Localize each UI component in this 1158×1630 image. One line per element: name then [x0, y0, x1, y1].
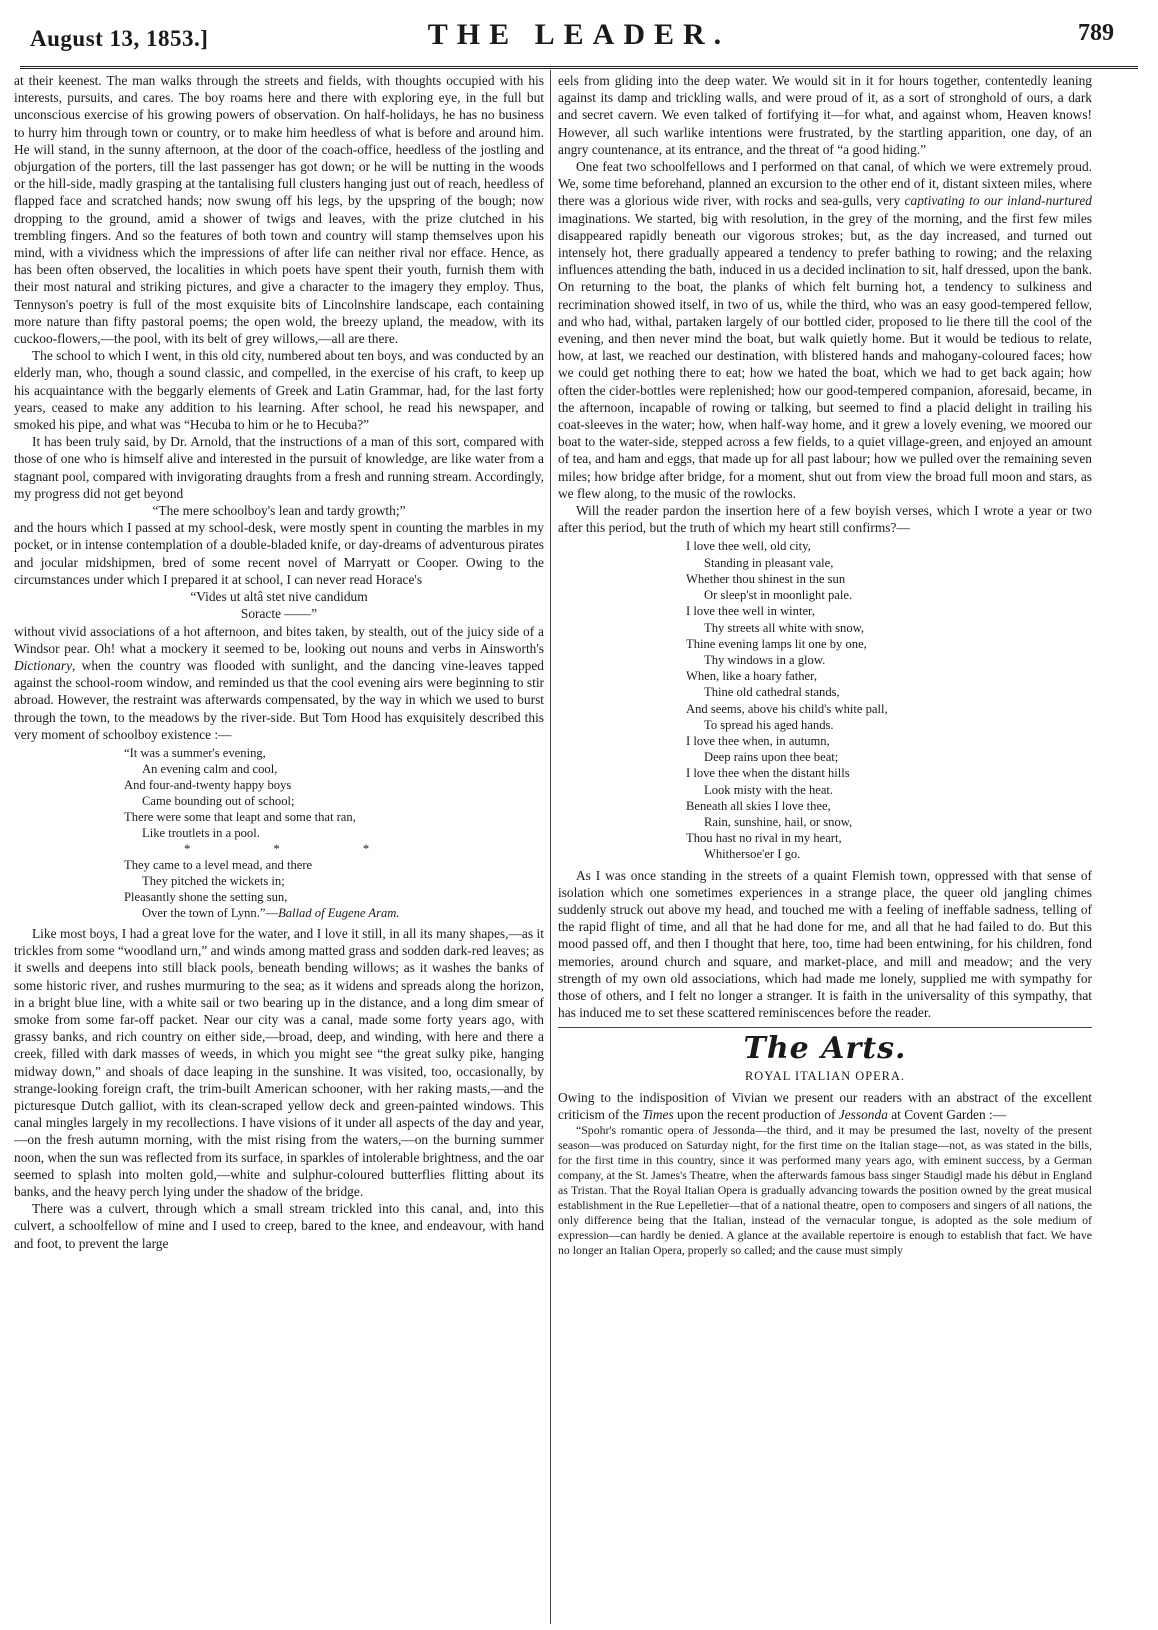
right-paragraph-2 — [558, 158, 1092, 502]
poem-line: Thou hast no rival in my heart, — [686, 831, 842, 846]
arts-intro — [558, 1089, 1092, 1123]
emphasis-times: Times — [642, 1106, 674, 1122]
poem-line: Deep rains upon thee beat; — [704, 750, 839, 765]
poem-line: Beneath all skies I love thee, — [686, 798, 831, 813]
poem-citation: Ballad of Eugene Aram. — [278, 905, 400, 920]
column-divider — [550, 70, 551, 1624]
right-paragraph-1: eels from gliding into the deep water. We would sit in it for hours together, contentedly leaning against its damp and trickling walls, and were proud of it, as a sort of stronghold of ours, a dark and secret cavern. We even talked of fortifying it—for what, and against whom, Heaven knows! However, all such warlike intentions were frustrated, by the startling apparition, one day, of an angry countenance, at its entrance, and the threat of “a good hiding.” — [558, 73, 1092, 157]
left-paragraph-5 — [14, 623, 544, 743]
page-header — [0, 0, 1158, 70]
right-column — [558, 72, 1092, 1624]
poem-line: I love thee when, in autumn, — [686, 733, 830, 748]
left-paragraph-1: at their keenest. The man walks through the streets and fields, with thoughts occupied with his interests, pursuits, and cares. The boy roams here and there with exploring eye, in the full but unconscious exercise of his growing powers of observation. On half-holidays, he has no business to hurry him through town or country, or to make him heedless of what is before and around him. He will stand, in the sunny afternoon, at the door of the coach-office, heedless of the jostling and objurgation of the porters, till the last passenger has got down; or he will be nutting in the woods or the hill-side, madly grasping at the tantalising full clusters hanging just out of reach, heedless of flapped face and scratched hands; now swung off his legs, by the upspring of the bough; now dropping to the ground, amid a shower of twigs and leaves, with the prize clutched in his trembling fingers. And so the features of both town and country will stamp themselves upon his mind, with a vividness which the impressions of after life can neither rival nor efface. Hence, as has been often observed, the localities in which poets have spent their youth, furnish them with their most natural and striking pictures, and give a character to the imagery they employ. Thus, Tennyson's poetry is full of the most exquisite bits of Lincolnshire landscape, each containing more nature than fifty pastoral poems; the open wold, the breezy upland, the meadow, with its cuckoo-flowers,—the pool, with its belt of grey willows,—all are there. — [14, 73, 544, 347]
text-span: Owing to the indisposition of Vivian we present our readers with an abstract of the excellent criticism of the — [558, 1089, 1092, 1122]
poem-asterisks: * * * — [184, 841, 410, 856]
left-paragraph-6: Like most boys, I had a great love for the water, and I love it still, in all its many shapes,—as it trickles from some “woodland urn,” and winds among matted grass and sodden dark-red leaves; as it swells and deepens into still black pools, beneath bending willows; as it washes the banks of some historic river, and rushes murmuring to the sea; as it widens and spreads along the horizon, in a bright blue line, with a white sail or two bearing up in the distance, and a long dim smear of smoke from some far-off packet. Near our city was a canal, made some forty years ago, with grassy banks, and rich country on either side,—broad, deep, and winding, with here and there a creek, filled with dark masses of weeds, in which you might see “the great sulky pike, hanging midway down,” and shoals of dace leaping in the sunshine. It was visited, too, occasionally, by strange-looking foreign craft, the trim-built American schooner, with her raking masts,—and the picturesque Dutch galliot, with its clean-scraped yellow deck and green-painted windows. This canal mingles largely in my recollections. I have visions of it under all aspects of the day and year,—on the fresh autumn morning, with the mist rising from the waters,—on the burning summer noon, when the sun was reflected from its surface, in sparkles of intolerable brightness, and the oar seemed to splash into molten gold,—white and sulphur-coloured butterflies flitting about its banks, and the heavy perch lying under the shadow of the bridge. — [14, 925, 544, 1199]
poem-line: Thy streets all white with snow, — [704, 620, 865, 635]
issue-date: August 13, 1853.] — [30, 26, 209, 51]
poem-line: Whithersoe'er I go. — [704, 847, 801, 862]
header-rule — [20, 66, 1138, 69]
poem-line: Like troutlets in a pool. — [142, 825, 260, 840]
poem-line: Or sleep'st in moonlight pale. — [704, 588, 853, 603]
poem-line: “It was a summer's evening, — [124, 745, 266, 760]
emphasis-jessonda: Jessonda — [838, 1106, 888, 1122]
quote-horace-2: Soracte ——” — [240, 606, 318, 622]
poem-line: Came bounding out of school; — [142, 793, 295, 808]
left-paragraph-4: and the hours which I passed at my school-desk, were mostly spent in counting the marbles in my pocket, or in intense contemplation of a double-bladed knife, or day-dreams of adventurous pirates and jocular midshipmen, bred of some recent novel of Marryatt or Cooper. Owing to the circumstances under which I prepared it at school, I can never read Horace's — [14, 520, 544, 587]
poem-line: They pitched the wickets in; — [142, 873, 285, 888]
poem-line: They came to a level mead, and there — [124, 857, 313, 872]
arts-quote: “Spohr's romantic opera of Jessonda—the third, and it may be presumed the last, novelty of the present season—was produced on Saturday night, for the first time on the Italian stage—not, as was stated in the bills, for the first time in this country, since it was performed many years ago, with eminent success, by a German company, at the St. James's Theatre, when the afterwards famous bass singer Staudigl made his début in England as Tristan. That the Royal Italian Opera is gradually advancing towards the position owned by the great musical establishment in the Rue Lepelletier—that of a national theatre, open to composers and singers of all nations, the only difference being that the Italian, instead of the vernacular tongue, is adopted as the sole medium of expression—can hardly be denied. A glance at the available repertoire is enough to establish that fact. We have no longer an Italian Opera, properly so called; and the cause must simply — [558, 1123, 1092, 1258]
poem-line: When, like a hoary father, — [686, 669, 817, 684]
poem-line: Standing in pleasant vale, — [704, 555, 834, 570]
poem-text: Over the town of Lynn.”— — [142, 905, 279, 920]
quote-horace-1: “Vides ut altâ stet nive candidum — [190, 589, 368, 605]
right-paragraph-4: As I was once standing in the streets of a quaint Flemish town, oppressed with that sense of isolation which one sometimes experiences in a strange place, the queer old jangling chimes suddenly struck out above my head, and touched me with a feeling of ineffable sadness, telling of the rapid flight of time, and all that he had done for me, and all that he had failed to do. But this mood passed off, and then I thought that here, too, time had been entwining, for his children, fond memories, around church and square, and market-place, and mill and meadow; and the very strength of my own old associations, which had made me lonely, supplied me with sympathy for those of others, and I felt no longer a stranger. It is faith in the universality of this sympathy, that has induced me to set these scattered reminiscences before the reader. — [558, 867, 1092, 1021]
poem-line: Look misty with the heat. — [704, 782, 834, 797]
poem-line: Thine old cathedral stands, — [704, 685, 840, 700]
quote-schoolboy: “The mere schoolboy's lean and tardy growth;” — [152, 503, 406, 519]
hood-poem — [124, 745, 544, 921]
poem-line: Thine evening lamps lit one by one, — [686, 636, 867, 651]
text-span: at Covent Garden :— — [887, 1106, 1007, 1122]
section-subtitle: ROYAL ITALIAN OPERA. — [745, 1068, 905, 1083]
poem-line: And seems, above his child's white pall, — [686, 701, 888, 716]
poem-line: Pleasantly shone the setting sun, — [124, 889, 288, 904]
left-paragraph-2: The school to which I went, in this old city, numbered about ten boys, and was conducted by an elderly man, who, though a sound classic, and compelled, in the exercise of his craft, to keep up his acquaintance with the beggarly elements of Greek and Latin Grammar, had, for the last forty years, ceased to make any addition to his learning. After school, he read his newspaper, and smoked his pipe, and what was “Hecuba to him or he to Hecuba?” — [14, 348, 544, 433]
text-span: upon the recent production of — [673, 1106, 839, 1122]
poem-line: I love thee when the distant hills — [686, 766, 850, 781]
poem-line: An evening calm and cool, — [142, 761, 278, 776]
poem-line: Thy windows in a glow. — [704, 652, 826, 667]
emphasis-text: captivating to our inland-nurtured — [904, 193, 1092, 209]
text-span: One feat two schoolfellows and I performed on that canal, of which we were extremely proud. We, some time beforehand, planned an excursion to the other end of it, distant sixteen miles, where there was a glorious wide river, with rocks and sea-gulls, very — [558, 159, 1092, 209]
left-column — [14, 72, 544, 1624]
text-span: without vivid associations of a hot afternoon, and bites taken, by stealth, out of the juicy side of a Windsor pear. Oh! what a mockery it seemed to be, looking out nouns and verbs in Ainsworth's — [14, 623, 544, 656]
poem-line: I love thee well in winter, — [686, 604, 815, 619]
newspaper-title: THE LEADER. — [427, 18, 731, 51]
left-paragraph-3: It has been truly said, by Dr. Arnold, that the instructions of a man of this sort, compared with those of one who is himself alive and interested in the pursuit of knowledge, are like water from a stagnant pool, compared with invigorating draughts from a fresh and running stream. Accordingly, my progress did not get beyond — [14, 434, 544, 501]
text-span: imaginations. We started, big with resolution, in the grey of the morning, and the first few miles disappeared rapidly beneath our vigorous strokes; but, as the day increased, and turned out intensely hot, there gradually appeared a tendency to prefer bathing to rowing; and the relaxing influences attending the bath, induced in us a decided inclination to sit, half dressed, upon the bank. On returning to the boat, the planks of which felt burning hot, a tendency to sulkiness and recrimination showed itself, in two of us, while the third, who was an easy good-tempered fellow, and who had, withal, partaken largely of our bottled cider, proposed to lie there till the cool of the evening, and then never mind the boat, but walk quietly home. But it would be tedious to relate, how, at last, we reached our destination, with blistered hands and mahogany-coloured faces; how we could get nothing there to eat; how we hated the boat, which we had to get back again; how often the cider-bottles were replenished; how our good-tempered companion, aforesaid, became, in the afternoon, incapable of rowing or talking, but seemed to find a placid delight in trailing his coat-sleeves in the water; how, when half-way home, and it grew a lovely evening, we moored our boat to the water-side, stepped across a few fields, to a quiet village-green, and enjoyed an amount of tea, and ham and eggs, that made up for all past labour; how we pulled over the remaining seven miles; how bridge after bridge, for a moment, shut out from view the broad full moon and stars, as we flew along, to the music of the rowlocks. — [558, 210, 1092, 501]
page-number: 789 — [1078, 20, 1114, 46]
text-span: , when the country was flooded with sunlight, and the dancing vine-leaves tapped against the school-room window, and reminded us that the cool evening airs were beginning to stir abroad. However, the restraint was afterwards compensated, by the way in which we used to burst through the town, to the meadows by the river-side. But Tom Hood has exquisitely described this very moment of schoolboy existence :— — [14, 657, 544, 742]
poem-line: Whether thou shinest in the sun — [686, 571, 846, 586]
city-poem — [686, 538, 1092, 862]
emphasis-dictionary: Dictionary — [14, 657, 73, 673]
poem-line: And four-and-twenty happy boys — [124, 777, 292, 792]
section-title: The Arts. — [743, 1031, 907, 1067]
poem-line: I love thee well, old city, — [686, 539, 811, 554]
poem-line — [124, 905, 544, 921]
section-divider — [558, 1027, 1092, 1028]
poem-line: There were some that leapt and some that ran, — [124, 809, 356, 824]
poem-line: To spread his aged hands. — [704, 717, 834, 732]
poem-line: Rain, sunshine, hail, or snow, — [704, 814, 853, 829]
right-paragraph-3: Will the reader pardon the insertion here of a few boyish verses, which I wrote a year or two after this period, but the truth of which my heart still confirms?— — [558, 503, 1092, 536]
left-paragraph-7: There was a culvert, through which a small stream trickled into this canal, and, into this culvert, a schoolfellow of mine and I used to creep, bared to the knee, and endeavour, with hand and foot, to prevent the large — [14, 1201, 544, 1251]
